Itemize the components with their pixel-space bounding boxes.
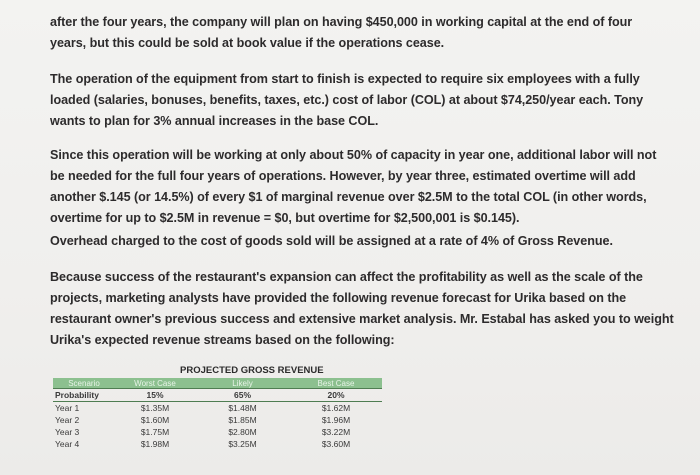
paragraph-labor [50, 69, 665, 132]
table-cell: $3.22M [321, 427, 351, 437]
text-line: be needed for the full four years of operations. However, by year three, estimated overtime will add [50, 169, 636, 183]
text-line: wants to plan for 3% annual increases in the base COL. [50, 114, 379, 128]
table-cell: $1.48M [228, 403, 257, 413]
header-likely: Likely [195, 378, 290, 389]
table-row [53, 402, 382, 415]
text-line: another $.145 (or 14.5%) of every $1 of marginal revenue over $2.5M to the total COL (in other words, [50, 190, 647, 204]
paragraph-overhead [50, 231, 665, 252]
text-line: restaurant owner's previous success and extensive market analysis. Mr. Estabal has asked you to weight [50, 312, 674, 326]
text-line: overtime for up to $2.5M in revenue = $0, but overtime for $2,500,001 is $0.145). [50, 211, 520, 225]
text-line: loaded (salaries, bonuses, benefits, taxes, etc.) cost of labor (COL) at about $74,250/year each. Tony [50, 93, 644, 107]
table-header-row [53, 378, 382, 389]
table-cell: $2.80M [228, 427, 257, 437]
probability-row [53, 389, 382, 402]
table-title: PROJECTED GROSS REVENUE [180, 365, 324, 376]
table-cell: 20% [290, 389, 382, 402]
text-line: Because success of the restaurant's expansion can affect the profitability as well as the scale of the [50, 270, 643, 284]
header-best-case: Best Case [290, 378, 382, 389]
header-worst-case: Worst Case [115, 378, 195, 389]
revenue-forecast-table [53, 378, 382, 450]
text-line: years, but this could be sold at book value if the operations cease. [50, 36, 445, 50]
table-cell: $3.60M [321, 439, 351, 449]
table-cell: $1.96M [321, 415, 351, 425]
table-cell: 65% [195, 389, 290, 402]
table-cell: 15% [115, 389, 195, 402]
row-label: Year 2 [55, 415, 80, 425]
table-cell: $1.60M [140, 415, 170, 425]
table-cell: $1.98M [140, 439, 170, 449]
paragraph-overtime [50, 145, 665, 229]
table-row [53, 414, 382, 426]
table-cell: $1.35M [140, 403, 170, 413]
row-label: Year 1 [55, 403, 80, 413]
table-cell: $1.62M [321, 403, 351, 413]
header-scenario: Scenario [53, 378, 115, 389]
table-row [53, 438, 382, 450]
text-line: Urika's expected revenue streams based on the following: [50, 333, 395, 347]
row-label: Probability [53, 389, 115, 402]
table-cell: $3.25M [228, 439, 257, 449]
table-cell: $1.75M [140, 427, 170, 437]
table-row [53, 426, 382, 438]
paragraph-forecast [50, 267, 674, 351]
table-cell: $1.85M [228, 415, 257, 425]
paragraph-working-capital [50, 12, 665, 54]
row-label: Year 4 [55, 439, 80, 449]
text-line: Overhead charged to the cost of goods sold will be assigned at a rate of 4% of Gross Revenue. [50, 234, 613, 248]
text-line: after the four years, the company will plan on having $450,000 in working capital at the end of four [50, 15, 633, 29]
text-line: The operation of the equipment from start to finish is expected to require six employees with a fully [50, 72, 640, 86]
row-label: Year 3 [55, 427, 80, 437]
text-line: Since this operation will be working at only about 50% of capacity in year one, additional labor will not [50, 148, 657, 162]
text-line: projects, marketing analysts have provided the following revenue forecast for Urika based on the [50, 291, 627, 305]
